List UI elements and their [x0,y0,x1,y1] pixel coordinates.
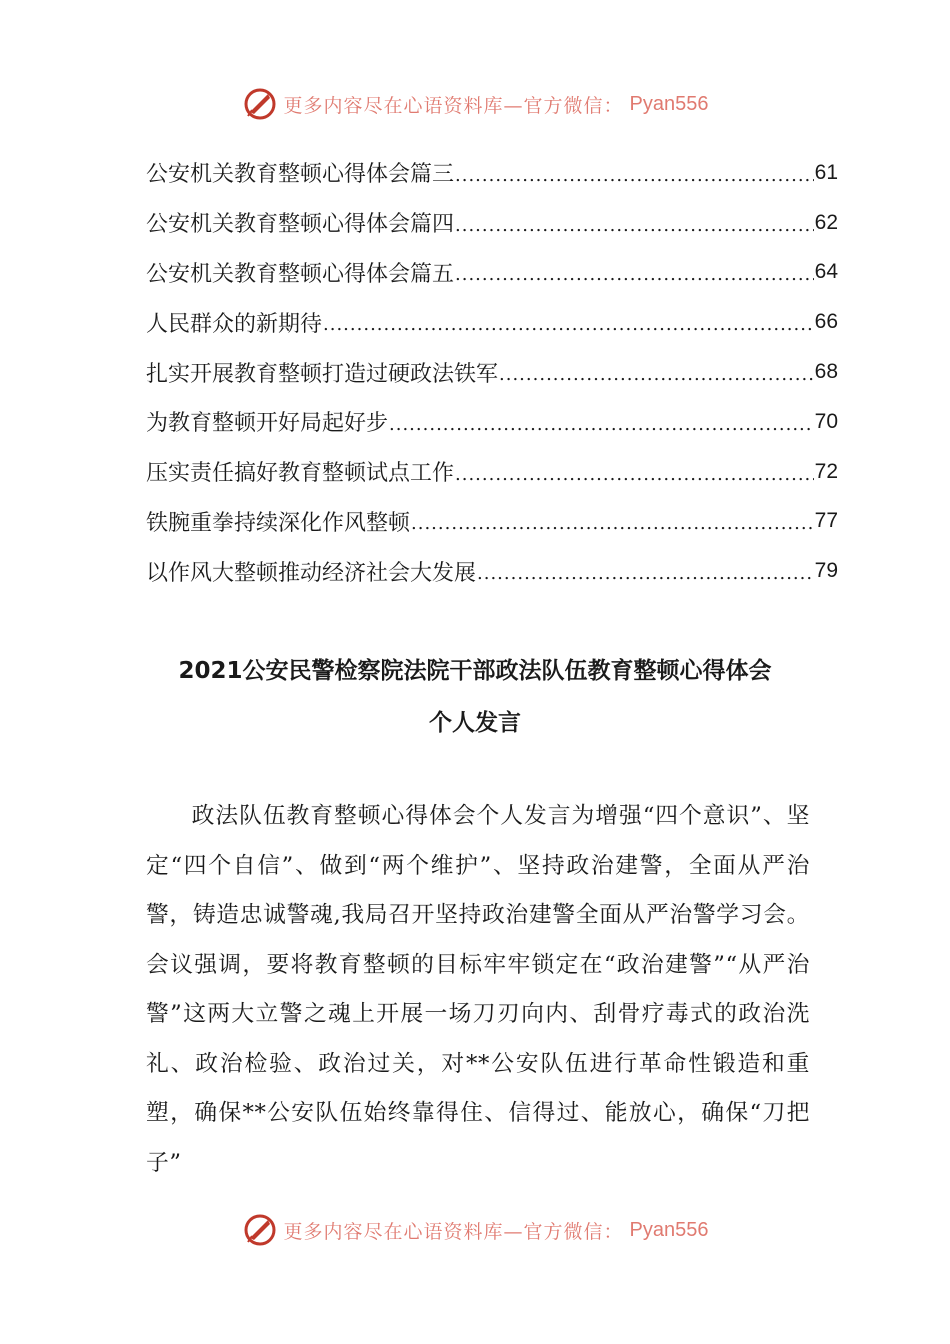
toc-leader-dots [499,359,814,385]
header-banner [0,84,950,124]
toc-entry-page: 77 [814,509,838,533]
toc-entry-page: 61 [814,160,838,184]
toc-entry-title: 压实责任搞好教育整顿试点工作 [146,461,455,487]
toc-leader-dots [455,210,814,236]
toc-leader-dots [455,259,814,285]
toc-entry-title: 以作风大整顿推动经济社会大发展 [146,560,477,586]
section-heading [100,645,850,749]
banner-text: 更多内容尽在心语资料库—官方微信： [283,94,624,117]
toc-leader-dots [411,508,814,534]
toc-entry-page: 79 [814,559,838,583]
banner-wechat-id: Pyan556 [629,1218,709,1241]
body-paragraph: 政法队伍教育整顿心得体会个人发言为增强“四个意识”、坚定“四个自信”、做到“两个维护”、坚持政治建警，全面从严治警，铸造忠诚警魂,我局召开坚持政治建警全面从严治警学习会。会议强调，要将教育整顿的目标牢牢锁定在“政治建警”“从严治警”这两大立警之魂上开展一场刀刃向内、刮骨疗毒式的政治洗礼、政治检验、政治过关，对**公安队伍进行革命性锻造和重塑，确保**公安队伍始终靠得住、信得过、能放心，确保“刀把子” [146,803,810,1176]
toc-entry[interactable] [146,397,838,447]
toc-entry[interactable] [146,347,838,397]
toc-entry[interactable] [146,447,838,497]
banner-text: 更多内容尽在心语资料库—官方微信： [283,1220,624,1243]
toc-entry[interactable] [146,198,838,248]
toc-entry[interactable] [146,148,838,198]
toc-leader-dots [389,409,814,435]
toc-entry-title: 公安机关教育整顿心得体会篇三 [146,162,455,188]
toc-leader-dots [477,558,814,584]
table-of-contents [146,148,838,596]
toc-entry-page: 62 [814,210,838,234]
toc-leader-dots [455,459,814,485]
toc-entry-title: 铁腕重拳持续深化作风整顿 [146,510,411,536]
toc-entry-page: 72 [814,459,838,483]
toc-entry-title: 为教育整顿开好局起好步 [146,411,389,437]
toc-entry[interactable] [146,497,838,547]
footer-banner [0,1210,950,1250]
toc-entry-title: 公安机关教育整顿心得体会篇五 [146,261,455,287]
toc-entry-title: 公安机关教育整顿心得体会篇四 [146,212,455,238]
toc-leader-dots [455,160,814,186]
toc-entry-page: 66 [814,310,838,334]
quill-logo-icon [242,1212,278,1248]
heading-line-1: 2021公安民警检察院法院干部政法队伍教育整顿心得体会 [178,658,772,684]
toc-leader-dots [323,309,814,335]
toc-entry-page: 68 [814,360,838,384]
quill-logo-icon [242,86,278,122]
heading-line-2: 个人发言 [429,710,521,736]
toc-entry[interactable] [146,546,838,596]
toc-entry[interactable] [146,248,838,298]
banner-wechat-id: Pyan556 [629,92,709,115]
toc-entry[interactable] [146,297,838,347]
toc-entry-page: 64 [814,260,838,284]
toc-entry-title: 扎实开展教育整顿打造过硬政法铁军 [146,361,499,387]
toc-entry-title: 人民群众的新期待 [146,311,323,337]
toc-entry-page: 70 [814,409,838,433]
